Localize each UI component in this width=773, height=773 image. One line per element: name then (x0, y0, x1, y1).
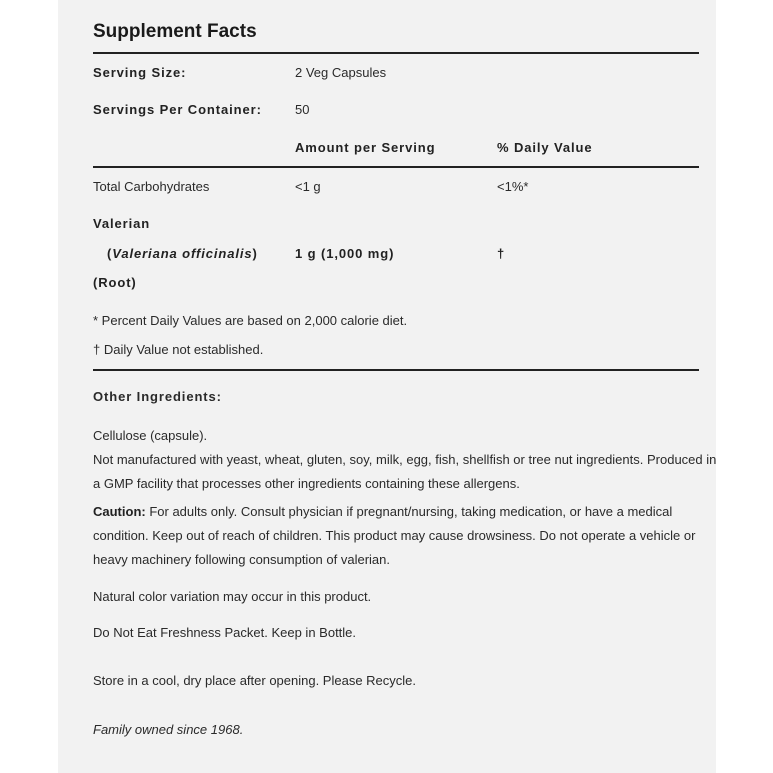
nutrient-amount: <1 g (295, 179, 321, 194)
servings-per-container-value: 50 (295, 102, 310, 117)
note-freshness-packet: Do Not Eat Freshness Packet. Keep in Bottle. (93, 625, 357, 640)
valerian-daily-value: † (497, 246, 506, 261)
nutrient-daily-value: <1%* (497, 179, 529, 194)
nutrient-row (93, 177, 699, 197)
daily-value-header: % Daily Value (497, 140, 593, 155)
header-divider (93, 166, 699, 168)
note-storage: Store in a cool, dry place after opening. Please Recycle. (93, 673, 417, 688)
footnote-divider (93, 369, 699, 371)
footnote-dagger: † Daily Value not established. (93, 342, 264, 357)
other-ingredients-label: Other Ingredients: (93, 389, 222, 404)
serving-size-row (93, 63, 699, 83)
footnote-percent-daily: * Percent Daily Values are based on 2,000 calorie diet. (93, 313, 408, 328)
supplement-facts-title: Supplement Facts (93, 21, 257, 42)
valerian-part: (Root) (93, 275, 137, 290)
servings-per-container-label: Servings Per Container: (93, 102, 262, 117)
amount-per-serving-header: Amount per Serving (295, 140, 436, 155)
caution-text: For adults only. Consult physician if pregnant/nursing, taking medication, or have a medical (145, 504, 673, 519)
supplement-facts-panel (58, 0, 716, 773)
servings-per-container-row (93, 100, 699, 120)
ingredient-line: Cellulose (capsule). (93, 428, 208, 443)
ingredient-line: Not manufactured with yeast, wheat, gluten, soy, milk, egg, fish, shellfish or tree nut ingredients. Produced in (93, 452, 717, 467)
valerian-part-row (93, 273, 699, 293)
serving-size-label: Serving Size: (93, 65, 187, 80)
valerian-name-row (93, 214, 699, 234)
caution-line (93, 502, 672, 522)
latin-open-paren: ( (107, 246, 113, 261)
caution-line: heavy machinery following consumption of valerian. (93, 552, 390, 567)
valerian-latin-row (93, 244, 699, 264)
serving-size-value: 2 Veg Capsules (295, 65, 387, 80)
latin-binomial: Valeriana officinalis (112, 246, 253, 261)
caution-line: condition. Keep out of reach of children. This product may cause drowsiness. Do not operate a vehicle or (93, 528, 696, 543)
valerian-latin-name (107, 244, 258, 264)
caution-label: Caution: (93, 504, 146, 519)
latin-close-paren: ) (252, 246, 258, 261)
valerian-amount: 1 g (1,000 mg) (295, 246, 395, 261)
tagline: Family owned since 1968. (93, 722, 244, 737)
note-color-variation: Natural color variation may occur in this product. (93, 589, 372, 604)
valerian-name: Valerian (93, 216, 151, 231)
ingredient-line: a GMP facility that processes other ingredients containing these allergens. (93, 476, 520, 491)
title-divider (93, 52, 699, 54)
table-header-row (93, 138, 699, 158)
nutrient-name: Total Carbohydrates (93, 179, 210, 194)
